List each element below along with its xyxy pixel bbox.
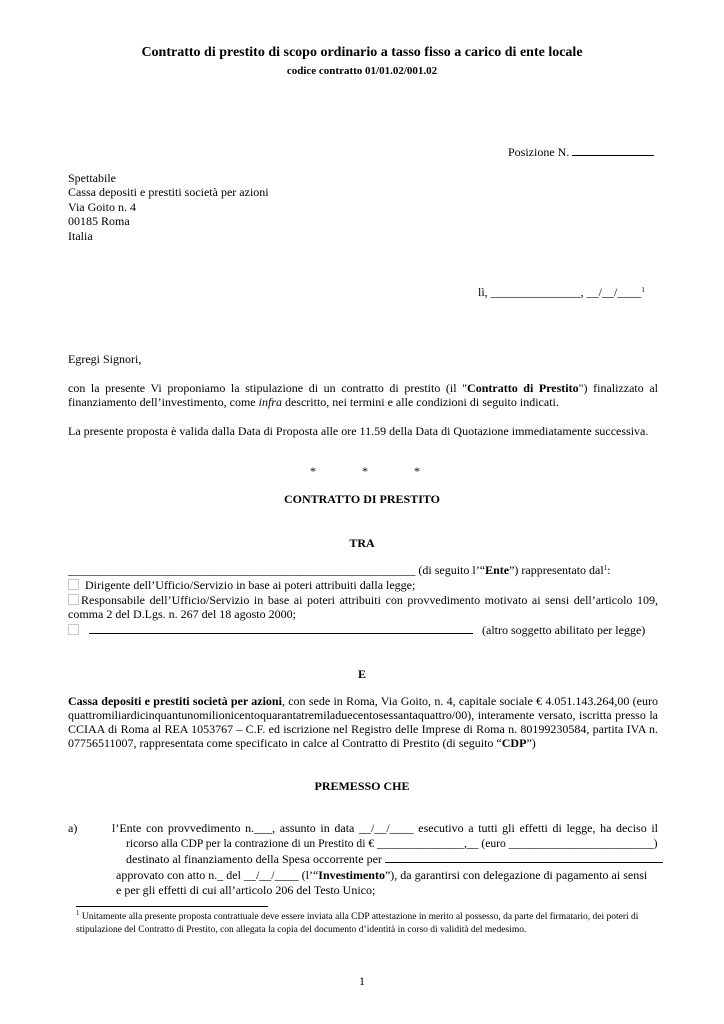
clause-text: approvato con atto n._ del __/__/____ (l’“	[116, 867, 319, 882]
recipient-address	[68, 171, 269, 243]
ente-blank: _____________________________________________________________	[68, 565, 416, 577]
italic-term: infra	[258, 395, 282, 409]
clause-a	[112, 821, 658, 899]
clause-line	[112, 868, 658, 884]
intro-text: con la presente Vi proponiamo la stipulazione di un contratto di prestito (il "	[68, 381, 468, 395]
cdp-text: , con sede in Roma, Via Goito, n. 4, capitale sociale € 4.051.143.264,00 (euro quattromiliardicinquantunomilionicentoquarantatremiladuecentosessantaquattro/00), interamente versato, iscritta presso la CCIAA di Roma al REA 1053767 – C.F. ed iscrizione nel Registro delle Imprese di Roma n. 80199230584, partita IVA n. 07756511007, rappresentata come specificato in calce al Contratto di Prestito (di seguito “	[68, 694, 658, 750]
address-line: Via Goito n. 4	[68, 199, 136, 214]
place-date-text: lì, _______________, __/__/____	[478, 285, 642, 299]
address-line: Spettabile	[68, 171, 116, 185]
intro-paragraph	[68, 381, 658, 409]
footnote-ref: 1	[603, 564, 608, 572]
address-line: Cassa depositi e prestiti società per azioni	[68, 185, 269, 200]
star: *	[310, 464, 316, 478]
defined-term: Investimento	[318, 867, 385, 882]
validity-paragraph: La presente proposta è valida dalla Data di Proposta alle ore 11.59 della Data di Quotazione immediatamente successiva.	[68, 424, 649, 438]
option-checkbox[interactable]	[68, 579, 79, 590]
contract-code: codice contratto 01/01.02/001.02	[286, 65, 438, 77]
cdp-name: Cassa depositi e prestiti società per azioni	[68, 694, 282, 708]
other-subject-blank	[89, 623, 473, 634]
intro-text: descritto, nei termini e alle condizioni di seguito indicati.	[281, 395, 559, 409]
address-line: Italia	[68, 228, 93, 243]
clause-line: e per gli effetti di cui all’articolo 206 del Testo Unico;	[116, 883, 376, 897]
tra-heading: TRA	[349, 536, 375, 550]
place-date	[478, 285, 645, 299]
clause-text: destinato al finanziamento della Spesa occorrente per	[126, 852, 385, 866]
e-heading: E	[357, 667, 366, 681]
footnote-ref: 1	[641, 286, 645, 294]
option-label: (altro soggetto abilitato per legge)	[482, 623, 646, 637]
option-checkbox[interactable]	[68, 624, 79, 635]
clause-line: ricorso alla CDP per la contrazione di un Prestito di € _______________,__ (euro _________________________)	[126, 836, 658, 850]
footnote-text: Unitamente alla presente proposta contrattuale deve essere inviata alla CDP attestazione in merito al possesso, da parte del firmatario, dei poteri di stipulazione del Contratto di Prestito, con allegata la copia del documento d’identità in corso di validità del medesimo.	[76, 912, 639, 935]
address-line: 00185 Roma	[68, 214, 130, 229]
page-number: 1	[359, 974, 365, 988]
star: *	[414, 464, 420, 478]
cdp-text: ”)	[526, 736, 536, 750]
option-label: Dirigente dell’Ufficio/Servizio in base ai poteri attribuiti dalla legge;	[85, 578, 416, 592]
defined-term: CDP	[501, 736, 527, 750]
position-label: Posizione N.	[508, 145, 570, 159]
star: *	[362, 464, 368, 478]
separator-stars	[310, 464, 420, 478]
premesso-heading: PREMESSO CHE	[314, 779, 410, 793]
ente-text: ”) rappresentato dal	[509, 563, 604, 577]
position-number	[508, 144, 654, 159]
ente-line	[68, 563, 658, 578]
document-title: Contratto di prestito di scopo ordinario a tasso fisso a carico di ente locale	[141, 45, 583, 60]
clause-text: ”), da garantirsi con delegazione di pagamento ai sensi	[384, 867, 648, 882]
option-label: Responsabile dell’Ufficio/Servizio in base ai poteri attribuiti con provvedimento motivato ai sensi dell’articolo 109, comma 2 del D.Lgs. n. 267 del 18 agosto 2000;	[68, 593, 658, 621]
greeting: Egregi Signori,	[68, 352, 142, 366]
footnote-separator	[76, 906, 268, 907]
footnote	[76, 911, 662, 936]
ente-text: :	[607, 563, 611, 577]
defined-term: Ente	[485, 563, 510, 577]
option-row	[68, 578, 658, 592]
section-title: CONTRATTO DI PRESTITO	[283, 492, 441, 506]
defined-term: Contratto di Prestito	[467, 381, 579, 395]
cdp-paragraph	[68, 694, 658, 750]
option-row	[68, 593, 658, 621]
option-checkbox[interactable]	[68, 594, 79, 605]
option-row	[68, 623, 658, 637]
spesa-blank	[385, 852, 663, 863]
clause-line: l’Ente con provvedimento n.___, assunto in data __/__/____ esecutivo a tutti gli effetti di legge, ha deciso il	[112, 821, 658, 835]
intro-text: ") finalizzato al finanziamento dell’investimento, come	[68, 381, 658, 409]
clause-label: a)	[68, 821, 78, 835]
ente-text: (di seguito l’“	[415, 563, 486, 577]
clause-line	[112, 852, 658, 868]
footnote-number: 1	[76, 909, 80, 917]
position-blank	[572, 144, 654, 156]
